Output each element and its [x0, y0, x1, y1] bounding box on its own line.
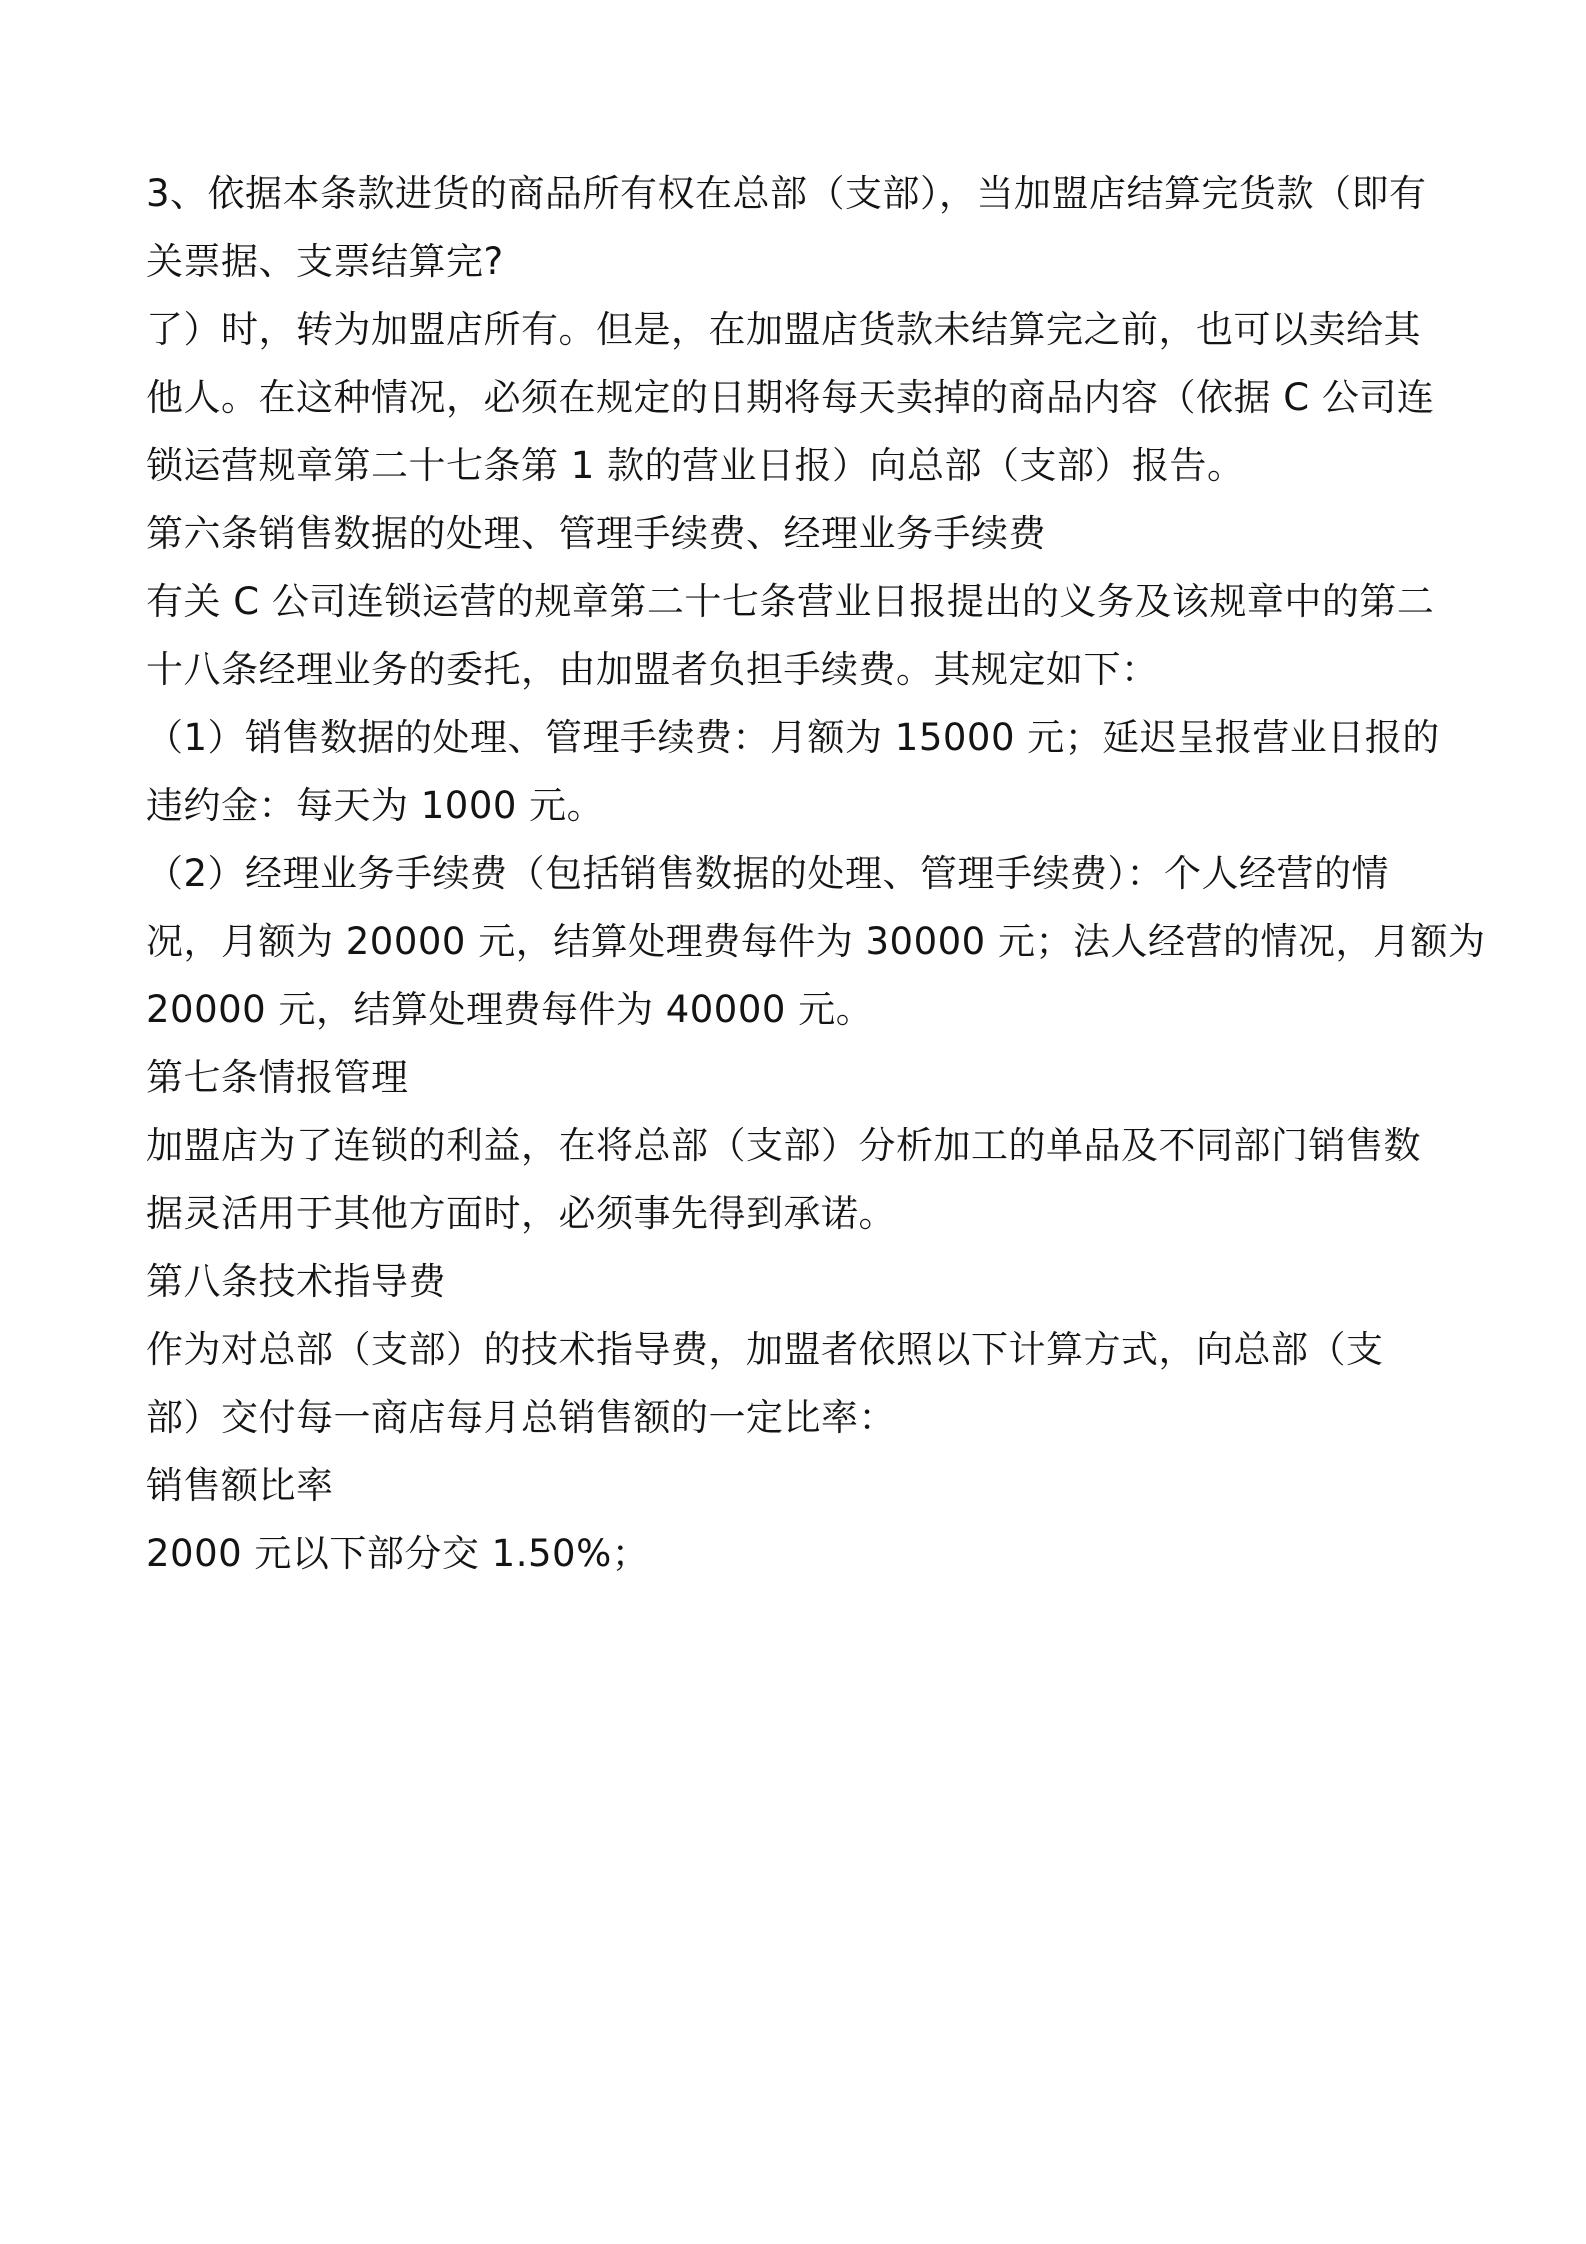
section-heading: 第七条情报管理	[146, 1056, 409, 1099]
section-heading: 第六条销售数据的处理、管理手续费、经理业务手续费	[146, 512, 1046, 555]
text-line: 有关 C 公司连锁运营的规章第二十七条营业日报提出的义务及该规章中的第二	[146, 580, 1435, 623]
list-item: （2）经理业务手续费（包括销售数据的处理、管理手续费）：个人经营的情	[146, 852, 1390, 895]
text-line: 锁运营规章第二十七条第 1 款的营业日报）向总部（支部）报告。	[146, 444, 1245, 487]
text-line: 况，月额为 20000 元，结算处理费每件为 30000 元；法人经营的情况，月额为	[146, 920, 1486, 963]
text-line: 20000 元，结算处理费每件为 40000 元。	[146, 988, 874, 1031]
text-line: 据灵活用于其他方面时，必须事先得到承诺。	[146, 1192, 896, 1235]
section-heading: 第八条技术指导费	[146, 1260, 446, 1303]
text-line: 了）时，转为加盟店所有。但是，在加盟店货款未结算完之前，也可以卖给其	[146, 308, 1421, 351]
list-item: （1）销售数据的处理、管理手续费：月额为 15000 元；延迟呈报营业日报的	[146, 716, 1440, 759]
text-line: 违约金：每天为 1000 元。	[146, 784, 605, 827]
text-line: 他人。在这种情况，必须在规定的日期将每天卖掉的商品内容（依据 C 公司连	[146, 376, 1435, 419]
text-line: 销售额比率	[146, 1464, 334, 1507]
text-line: 关票据、支票结算完?	[146, 240, 504, 283]
text-line: 作为对总部（支部）的技术指导费，加盟者依照以下计算方式，向总部（支	[146, 1328, 1384, 1371]
text-line: 2000 元以下部分交 1.50%；	[146, 1532, 650, 1575]
text-line: 部）交付每一商店每月总销售额的一定比率：	[146, 1396, 896, 1439]
text-line: 3、依据本条款进货的商品所有权在总部（支部），当加盟店结算完货款（即有	[146, 172, 1427, 215]
text-line: 加盟店为了连锁的利益，在将总部（支部）分析加工的单品及不同部门销售数	[146, 1124, 1421, 1167]
document-body	[146, 160, 1486, 1588]
text-line: 十八条经理业务的委托，由加盟者负担手续费。其规定如下：	[146, 648, 1159, 691]
